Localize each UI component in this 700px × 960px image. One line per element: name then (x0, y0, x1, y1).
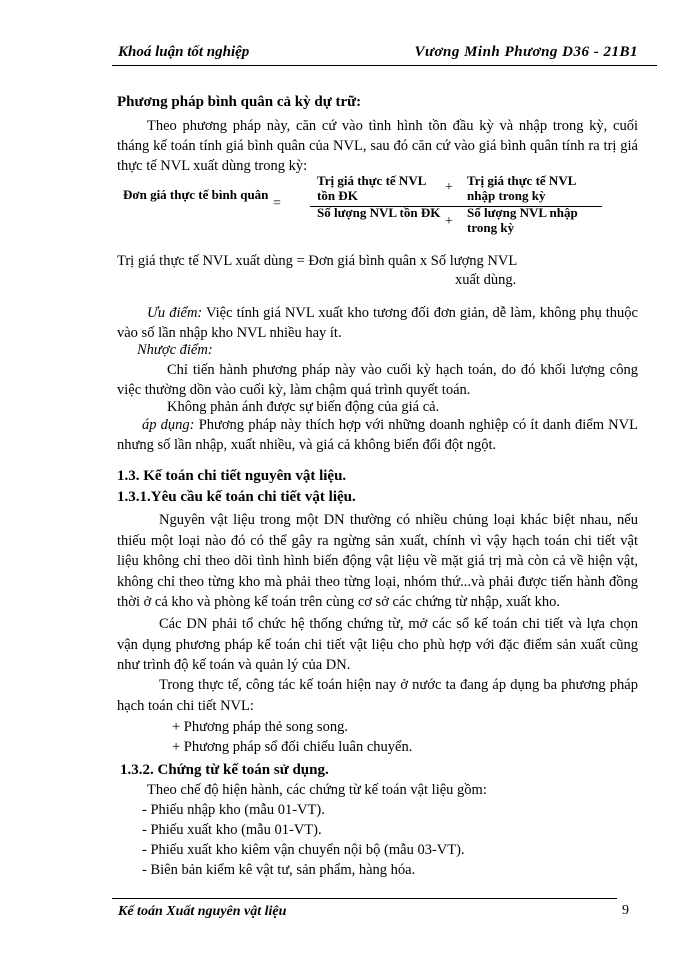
document-item: - Phiếu xuất kho (mẫu 01-VT). (142, 822, 322, 838)
document-item: - Phiếu xuất kho kiêm vận chuyển nội bộ (mẫu 03-VT). (142, 842, 465, 858)
section-1-3-title: 1.3. Kế toán chi tiết nguyên vật liệu. (117, 468, 347, 484)
disadvantage-1: Chỉ tiến hành phương pháp này vào cuối kỳ hạch toán, do đó khối lượng công việc thường dồn vào cuối kỳ, làm chậm quá trình quyết toán. (117, 362, 638, 398)
footer-rule (112, 898, 617, 899)
formula-denominator-b: Số lượng NVL nhập trong kỳ (467, 205, 578, 235)
formula-plus-bottom: + (445, 214, 453, 229)
method-title: Phương pháp bình quân cả kỳ dự trữ: (117, 94, 362, 110)
header-rule (112, 65, 657, 66)
footer-left: Kế toán Xuất nguyên vật liệu (118, 904, 287, 919)
section-1-3-1-title: 1.3.1.Yêu cầu kế toán chi tiết vật liệu. (117, 489, 356, 505)
advantage-label: Ưu điểm: (147, 305, 203, 321)
method-item: + Phương pháp thẻ song song. (172, 719, 348, 735)
document-item: - Phiếu nhập kho (mẫu 01-VT). (142, 802, 325, 818)
formula-2-line1: Trị giá thực tế NVL xuất dùng = Đơn giá bình quân x Số lượng NVL (117, 253, 518, 269)
formula-numerator-a: Trị giá thực tế NVL tồn ĐK (317, 173, 426, 203)
formula-plus-top: + (445, 180, 453, 195)
formula-lhs: Đơn giá thực tế bình quân (123, 187, 269, 202)
section-1-3-2-title: 1.3.2. Chứng từ kế toán sử dụng. (120, 762, 329, 778)
section-1-3-2-para: Theo chế độ hiện hành, các chứng từ kế toán vật liệu gồm: (147, 782, 487, 798)
apply-paragraph (117, 415, 638, 455)
advantage-text: Việc tính giá NVL xuất kho tương đối đơn giản, dễ làm, không phụ thuộc vào số lần nhập kho NVL nhiều hay ít. (117, 305, 638, 341)
apply-text: Phương pháp này thích hợp với những doanh nghiệp có ít danh điểm NVL nhưng số lần nhập, xuất nhiều, và giá cả không biến đổi đột ngột. (117, 417, 638, 453)
disadvantage-label: Nhược điểm: (137, 342, 213, 358)
advantage-paragraph (117, 303, 638, 343)
formula-denominator-a: Số lượng NVL tồn ĐK (317, 205, 441, 220)
method-intro: Theo phương pháp này, căn cứ vào tình hình tồn đầu kỳ và nhập trong kỳ, cuối tháng kế toán tính giá bình quân của NVL, sau đó căn cứ vào giá bình quân tính ra trị giá thực tế NVL xuất dùng trong kỳ: (117, 118, 638, 174)
header-right: Vương Minh Phương D36 - 21B1 (414, 44, 638, 60)
formula-equals: = (273, 196, 281, 211)
formula-2-line2: xuất dùng. (455, 272, 517, 288)
method-item: + Phương pháp sổ đối chiếu luân chuyển. (172, 739, 413, 755)
section-1-3-1-para3: Trong thực tế, công tác kế toán hiện nay ở nước ta đang áp dụng ba phương pháp hạch toán chi tiết NVL: (117, 677, 638, 714)
section-1-3-1-para1: Nguyên vật liệu trong một DN thường có nhiều chủng loại khác biệt nhau, nếu thiếu một loại nào đó có thể gây ra ngừng sản xuất, chính vì vậy hạch toán chi tiết vật liệu không chỉ theo dõi tình hình biến động vật liệu về mặt giá trị mà còn cả về hiện vật, không chỉ theo từng kho mà phải theo từng loại, nhóm thứ...và phải được tiến hành đồng thời ở cả kho và phòng kế toán trên cùng cơ sở các chứng từ nhập, xuất kho. (117, 512, 638, 611)
page-number: 9 (622, 903, 629, 918)
disadvantage-2: Không phản ánh được sự biến động của giá cả. (167, 399, 440, 415)
document-item: - Biên bản kiểm kê vật tư, sản phẩm, hàng hóa. (142, 862, 416, 878)
section-1-3-1-para2: Các DN phải tổ chức hệ thống chứng từ, mở các sổ kế toán chi tiết và lựa chọn vận dụng phương pháp kế toán chi tiết vật liệu cho phù hợp với đặc điểm sản xuất cũng như trình độ kế toán và quản lý của DN. (117, 616, 638, 674)
header-left: Khoá luận tốt nghiệp (118, 44, 250, 60)
apply-label: áp dụng: (142, 417, 195, 433)
formula-numerator-b: Trị giá thực tế NVL nhập trong kỳ (467, 173, 576, 203)
